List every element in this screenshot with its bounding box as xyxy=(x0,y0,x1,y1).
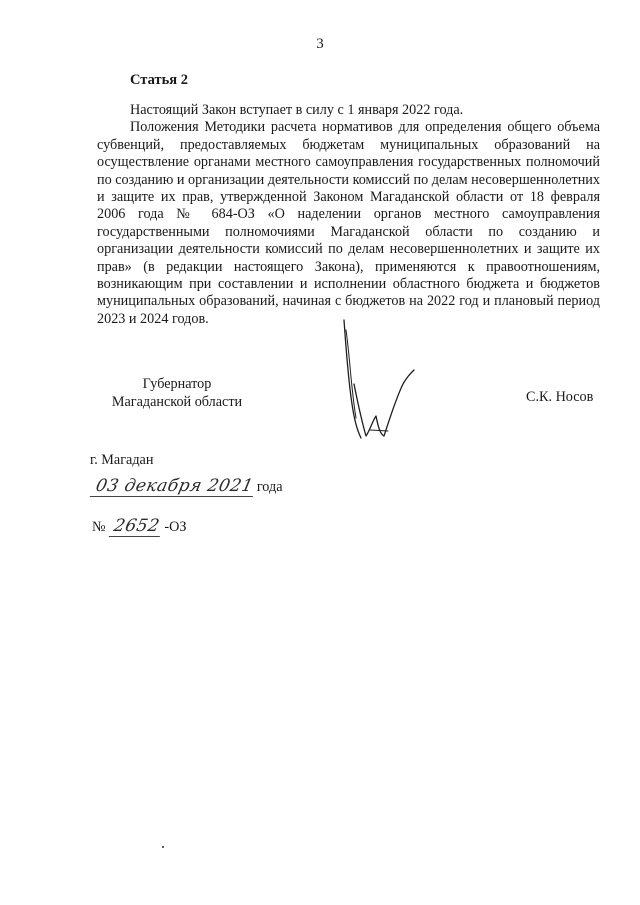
signing-place: г. Магадан xyxy=(90,452,154,468)
article-heading: Статья 2 xyxy=(130,72,188,88)
date-handwritten: 03 декабря 2021 xyxy=(90,476,257,497)
signatory-title xyxy=(102,376,252,411)
handwritten-signature xyxy=(330,318,430,458)
article-body xyxy=(97,102,600,328)
signatory-name: С.К. Носов xyxy=(526,389,594,405)
paragraph-effective-date: Настоящий Закон вступает в силу с 1 января 2022 года. xyxy=(130,102,464,118)
paragraph-methodology: Положения Методики расчета нормативов для определения общего объема субвенций, предоставляемых бюджетам муниципальных образований на осуществление органами местного самоуправления государственных полномочий по созданию и организации деятельности комиссий по делам несовершеннолетних и защите их прав, утвержденной Законом Магаданской области от 18 февраля 2006 года № 684-ОЗ «О наделении органов местного самоуправления государственными полномочиями Магаданской области по созданию и организации деятельности комиссий по делам несовершеннолетних и защите их прав» (в редакции настоящего Закона), применяются к правоотношениям, возникающим при составлении и исполнении областного бюджета и бюджетов муниципальных образований, начиная с бюджетов на 2022 год и плановый период 2023 и 2024 годов. xyxy=(97,119,600,327)
signatory-title-line2: Магаданской области xyxy=(111,393,243,410)
law-number-handwritten: 2652 xyxy=(109,516,165,537)
signing-date xyxy=(92,476,283,506)
page-number: 3 xyxy=(316,36,324,52)
law-number-prefix: № xyxy=(92,519,106,535)
signatory-title-line1: Губернатор xyxy=(142,376,212,392)
date-suffix: года xyxy=(256,479,283,495)
law-number xyxy=(92,516,186,537)
scan-speck xyxy=(162,846,164,848)
law-number-suffix: -ОЗ xyxy=(164,519,187,535)
